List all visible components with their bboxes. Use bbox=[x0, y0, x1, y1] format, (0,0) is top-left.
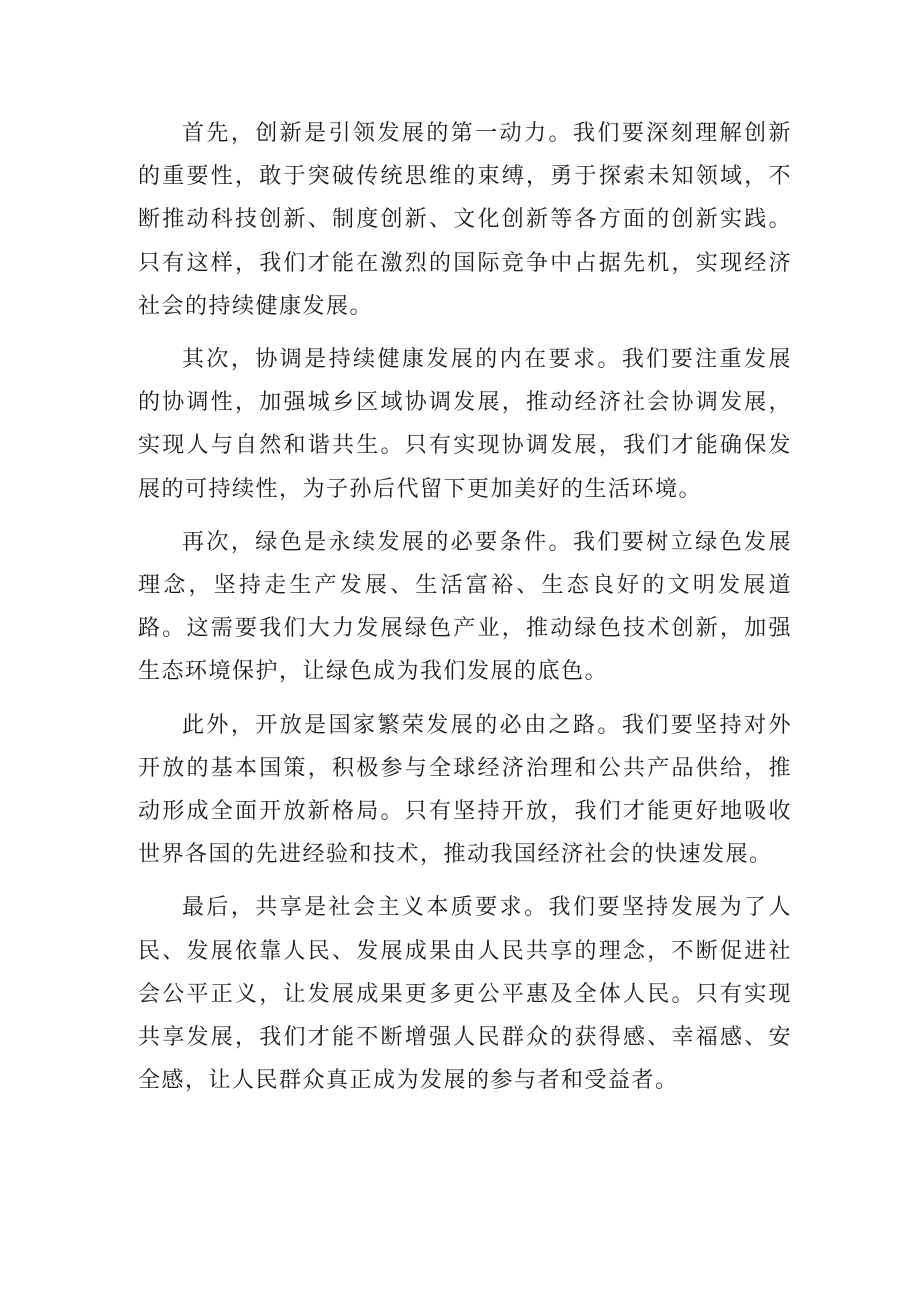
paragraph-coordination: 其次，协调是持续健康发展的内在要求。我们要注重发展的协调性，加强城乡区域协调发展，推动经济社会协调发展，实现人与自然和谐共生。只有实现协调发展，我们才能确保发展的可持续性，为子孙后代留下更加美好的生活环境。 bbox=[138, 347, 792, 502]
paragraph-green: 再次，绿色是永续发展的必要条件。我们要树立绿色发展理念，坚持走生产发展、生活富裕、生态良好的文明发展道路。这需要我们大力发展绿色产业，推动绿色技术创新，加强生态环境保护，让绿色成为我们发展的底色。 bbox=[138, 529, 792, 685]
paragraph-innovation: 首先，创新是引领发展的第一动力。我们要深刻理解创新的重要性，敢于突破传统思维的束缚，勇于探索未知领域，不断推动科技创新、制度创新、文化创新等各方面的创新实践。只有这样，我们才能在激烈的国际竞争中占据先机，实现经济社会的持续健康发展。 bbox=[138, 121, 792, 319]
paragraph-sharing: 最后，共享是社会主义本质要求。我们要坚持发展为了人民、发展依靠人民、发展成果由人民共享的理念，不断促进社会公平正义，让发展成果更多更公平惠及全体人民。只有实现共享发展，我们才能不断增强人民群众的获得感、幸福感、安全感，让人民群众真正成为发展的参与者和受益者。 bbox=[138, 895, 792, 1094]
paragraph-openness: 此外，开放是国家繁荣发展的必由之路。我们要坚持对外开放的基本国策，积极参与全球经济治理和公共产品供给，推动形成全面开放新格局。只有坚持开放，我们才能更好地吸收世界各国的先进经验和技术，推动我国经济社会的快速发展。 bbox=[138, 712, 792, 868]
document-page bbox=[138, 112, 792, 1112]
